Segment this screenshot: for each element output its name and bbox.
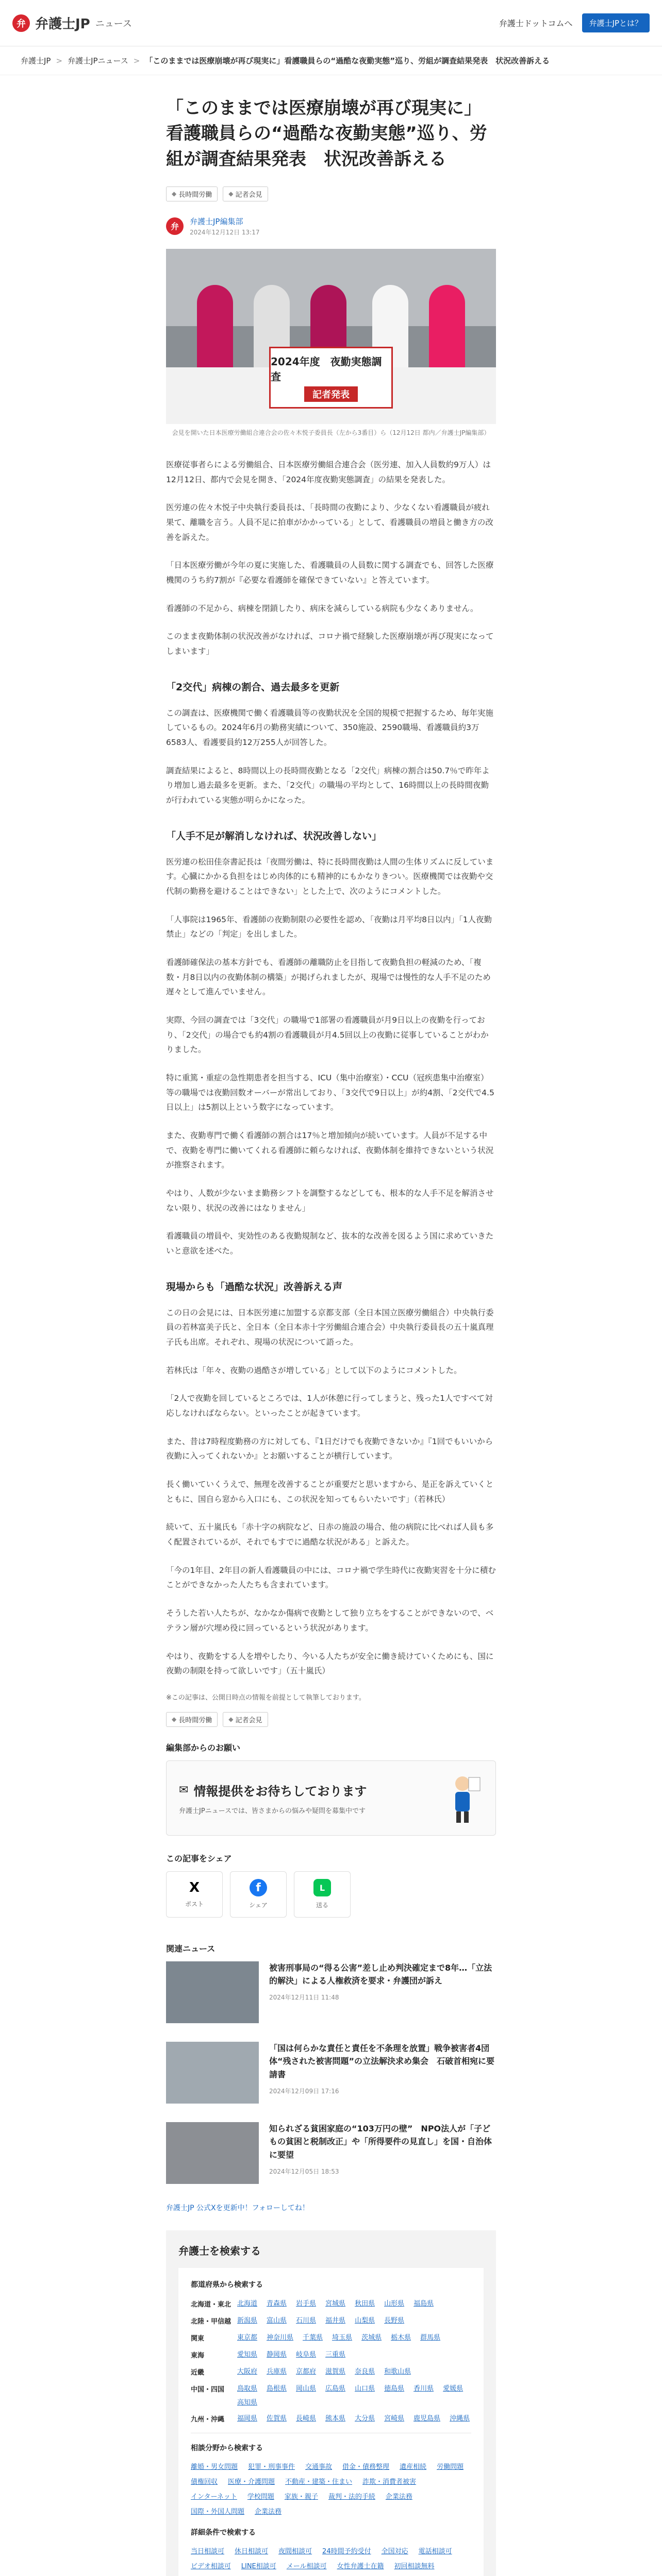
prefecture-link[interactable]: 鹿児島県 [413, 2414, 441, 2422]
related-label: 関連ニュース [166, 1943, 216, 1954]
author-block [166, 216, 496, 236]
prefecture-link[interactable]: 熊本県 [325, 2414, 346, 2422]
paragraph: 医労連の松田佳奈書記長は「夜間労働は、特に長時間夜勤は人間の生体リズムに反しています。心臓にかかる負担をはじめ肉体的にも精神的にもかなりきつい。医療機関では夜勤や交代制の勤務を避けることはできない」とした上で、次のようにコメントした。 [166, 857, 494, 896]
prefecture-links [237, 2383, 471, 2406]
related-title: 「国は何らかな責任と責任を不条理を放置」戦争被害者4団体“残された被害問題”の立法解決求め集会 石破首相宛に要請書 [269, 2043, 495, 2080]
field-link[interactable]: 犯罪・刑事事件 [248, 2463, 295, 2471]
region-row [191, 2332, 471, 2343]
photo-person [429, 285, 465, 372]
prefecture-link[interactable]: 富山県 [267, 2316, 287, 2325]
site-logo[interactable] [12, 13, 132, 32]
prefecture-link[interactable]: 宮崎県 [384, 2414, 405, 2422]
paragraph: 特に重篤・重症の急性期患者を担当する、ICU（集中治療室）・CCU（冠疾患集中治療室）等の職場では夜勤回数オーバーが常出しており、「3交代で9日以上」が約4割、「2交代で4.5日以上」は5割以上という数字になっています。 [166, 1073, 494, 1112]
related-thumbnail [166, 2042, 259, 2104]
share-x-label: ポスト [185, 1901, 204, 1908]
prefecture-link[interactable]: 群馬県 [420, 2333, 441, 2342]
header-external-link[interactable]: 弁護士ドットコムへ [499, 19, 573, 28]
prefecture-link[interactable]: 茨城県 [361, 2333, 382, 2342]
photo-person [197, 285, 233, 372]
detail-link[interactable]: 休日相談可 [235, 2547, 269, 2555]
prefecture-link[interactable]: 宮城県 [325, 2299, 346, 2308]
prefecture-link[interactable]: 岩手県 [296, 2299, 317, 2308]
detail-link[interactable]: ビデオ相談可 [191, 2562, 231, 2570]
prefecture-link[interactable]: 福井県 [325, 2316, 346, 2325]
article-note: ※この記事は、公開日時点の情報を前提として執筆しております。 [166, 1693, 366, 1702]
prefecture-links [237, 2315, 471, 2326]
prefecture-link[interactable]: 千葉県 [303, 2333, 323, 2342]
line-icon: L [313, 1879, 331, 1896]
tag-link[interactable] [166, 1712, 218, 1727]
detail-link[interactable]: 夜間相談可 [278, 2547, 312, 2555]
prefecture-link[interactable]: 東京都 [237, 2333, 258, 2342]
prefecture-link[interactable]: 福島県 [413, 2299, 434, 2308]
logo-mark-icon: 弁 [12, 14, 30, 32]
paragraph: 調査結果によると、8時間以上の長時間夜勤となる「2交代」病棟の割合は50.7％で昨年より増加し過去最多を更新。また、「2交代」の職場の平均として、16時間以上の長時間夜勤が行われている実態が明らかになった。 [166, 766, 490, 805]
prefecture-links [237, 2298, 471, 2309]
region-name: 北海道・東北 [191, 2300, 231, 2309]
info-request-banner[interactable] [166, 1760, 496, 1836]
field-link[interactable]: 不動産・建築・住まい [285, 2478, 353, 2486]
prefecture-link[interactable]: 滋賀県 [325, 2367, 346, 2376]
logo-text: 弁護士JP [35, 16, 90, 32]
related-date: 2024年12月11日 11:48 [269, 1994, 339, 2002]
field-link[interactable]: 労働問題 [437, 2463, 464, 2471]
paragraph: また、昔は7時程度勤務の方に対しても、『1日だけでも夜勤でき​ないか』『1回でもいいから夜勤に入ってくれないか』とお願いすることが横行しています。 [166, 1436, 493, 1461]
related-title: 被害刑事局の“得る公害”差し止め判決確定まで8年…「立法的解決」による人権救済を要求・弁護団が訴え [269, 1962, 492, 1986]
prefecture-links [237, 2413, 471, 2424]
prefecture-link[interactable]: 青森県 [267, 2299, 287, 2308]
prefecture-links [237, 2349, 471, 2360]
article-main [166, 75, 496, 2576]
article-body-3 [166, 855, 496, 1259]
detail-list [191, 2546, 471, 2570]
prefecture-link[interactable]: 佐賀県 [267, 2414, 287, 2422]
photo-banner-main: 2024年度 夜勤実態調査 [271, 355, 382, 383]
field-label: 相談分野から検索する [191, 2444, 263, 2452]
region-list [191, 2298, 471, 2424]
paragraph: 「今の1年目、2年目の新人看護職員の中には、コロナ禍で学生時代に夜勤実習を十分に積むことができなかった人たちも含まれています。 [166, 1565, 496, 1590]
related-title: 知られざる貧困家庭の“103万円の壁” NPO法人が「子どもの貧困と税制改正」や「所得要件の見直し」を国・自治体に要望 [269, 2123, 492, 2160]
detail-link[interactable]: 初回相談無料 [394, 2562, 435, 2570]
photo-banner-sub: 記者発表 [304, 386, 358, 402]
region-row [191, 2413, 471, 2424]
photo-caption: 会見を開いた日本医療労働組合連合会の佐々木悦子委員長（左から3番目）ら（12月12日 都内／弁護士JP編集部） [172, 429, 490, 436]
related-thumbnail [166, 2122, 259, 2184]
paragraph: このまま夜勤体制の状況改善がなければ、コロナ禍で経験した医療崩壊が再び現実になってしまいます」 [166, 632, 494, 656]
detail-link[interactable]: 電話相談可 [418, 2547, 452, 2555]
share-buttons [166, 1871, 496, 1918]
prefecture-link[interactable]: 岐阜県 [296, 2350, 317, 2359]
paragraph: 「日本医療労働が今年の夏に実施した、看護職員の人員数に関する調査でも、回答した医療機関のうち約7割が『必要な看護師を確保できていない』と答えています。 [166, 561, 494, 585]
field-list [191, 2461, 471, 2516]
region-label: 都道府県から検索する [191, 2280, 263, 2289]
paragraph: そうした若い人たちが、なかなか傷病で夜勤として独り立ちをすることができないので、ベテラン層が穴埋め役に回っているという状況があります。 [166, 1608, 494, 1633]
detail-label: 詳細条件で検索する [191, 2528, 256, 2537]
prefecture-link[interactable]: 新潟県 [237, 2316, 258, 2325]
tag-label: 記者会見 [235, 191, 262, 199]
prefecture-links [237, 2332, 471, 2343]
prefecture-link[interactable]: 長崎県 [296, 2414, 317, 2422]
x-icon: X [189, 1880, 200, 1896]
region-name: 北陸・甲信越 [191, 2317, 231, 2326]
field-link[interactable]: 裁判・法的手続 [328, 2493, 375, 2501]
paragraph: 若林氏は「年々、夜勤の過酷さが増している」として以下のようにコメントした。 [166, 1365, 462, 1375]
prefecture-link[interactable]: 福岡県 [237, 2414, 258, 2422]
field-link[interactable]: 離婚・男女問題 [191, 2463, 238, 2471]
person-illustration-icon [442, 1772, 483, 1824]
breadcrumb-news[interactable]: 弁護士JPニュース [68, 56, 128, 65]
info-title [179, 1781, 367, 1799]
prefecture-link[interactable]: 栃木県 [391, 2333, 411, 2342]
tag-icon: ◆ [228, 1716, 234, 1723]
region-name: 中国・四国 [191, 2385, 225, 2394]
prefecture-link[interactable]: 島根県 [267, 2384, 287, 2393]
field-link[interactable]: 借金・債務整理 [342, 2463, 390, 2471]
prefecture-link[interactable]: 愛媛県 [443, 2384, 464, 2393]
lawyer-search [166, 2230, 496, 2576]
region-row [191, 2349, 471, 2360]
share-facebook-button[interactable] [230, 1871, 287, 1918]
share-line-label: 送る [316, 1902, 328, 1909]
prefecture-link[interactable]: 徳島県 [384, 2384, 405, 2393]
info-title-text: 情報提供をお待ちしております [193, 1784, 367, 1799]
search-title: 弁護士を検索する [178, 2244, 261, 2257]
section-heading: 「2交代」病棟の割合、過去最多を更新 [166, 681, 340, 693]
prefecture-link[interactable]: 山梨県 [355, 2316, 375, 2325]
related-news-item[interactable] [166, 1961, 496, 2023]
field-link[interactable]: 学校問題 [247, 2493, 274, 2501]
prefecture-link[interactable]: 山口県 [355, 2384, 375, 2393]
share-facebook-label: シェア [249, 1902, 268, 1909]
header-about-button[interactable]: 弁護士JPとは？ [582, 13, 650, 32]
tag-icon: ◆ [228, 190, 234, 198]
author-name[interactable]: 弁護士JP編集部 [190, 216, 243, 226]
region-row [191, 2315, 471, 2326]
section-heading: 「人手不足が解消しなければ、状況改善しない」 [166, 830, 382, 842]
share-line-button[interactable] [294, 1871, 351, 1918]
tag-label: 長時間労働 [178, 1716, 212, 1724]
tag-label: 記者会見 [235, 1716, 262, 1724]
prefecture-link[interactable]: 大阪府 [237, 2367, 258, 2376]
tag-link[interactable] [223, 187, 268, 201]
related-news-item[interactable] [166, 2122, 496, 2184]
x-follow-link[interactable]: 弁護士JP 公式Xを更新中！フォローしてね！ [166, 2204, 309, 2212]
paragraph: やはり、夜勤をする人を増やしたり、今いる人たちが安全に働き続けていくためにも、国に夜勤の制限を持って欲しいです」（五十嵐氏） [166, 1651, 494, 1676]
prefecture-link[interactable]: 愛知県 [237, 2350, 258, 2359]
article-photo [166, 249, 496, 424]
prefecture-link[interactable]: 秋田県 [355, 2299, 375, 2308]
region-name: 九州・沖縄 [191, 2415, 225, 2424]
prefecture-link[interactable]: 埼玉県 [332, 2333, 353, 2342]
paragraph: 長く働いていくうえで、無理を改善することが重要だと思いますから、是正を訴えていくとともに、国自ら窓から入口にも、この状況を知ってもらいたいです」（若林氏） [166, 1480, 494, 1504]
logo-sub: ニュース [95, 18, 132, 29]
prefecture-link[interactable]: 山形県 [384, 2299, 405, 2308]
breadcrumb [0, 46, 662, 75]
paragraph: 実際、今回の調査では「3交代」の職場で1部署の看護職員が月9日以上の夜勤を行っており、「2交代」の場合でも約4割の看護職員が月4.5回以上の夜勤に従事していることがわかりました。 [166, 1015, 489, 1055]
prefecture-link[interactable]: 三重県 [325, 2350, 346, 2359]
article-body-1 [166, 457, 496, 659]
paragraph: 看護師確保法の基本方針でも、看護師の離職防止を目指して夜勤負担の軽減のため、「複数・月8日以内の夜勤体制の構築」が掲げられましたが、現場では慢性的な人手不足のため遅々として進んでいません。 [166, 958, 491, 997]
region-row [191, 2298, 471, 2309]
author-avatar: 弁 [166, 217, 184, 235]
paragraph: 「2人で夜勤を回しているところでは、1人が休憩に行ってしまうと、残った1人ですべて対応しなければならない。といったことが起きています。 [166, 1394, 493, 1418]
breadcrumb-separator: > [56, 56, 63, 65]
paragraph: 看護師の不足から、病棟を閉鎖したり、病床を減らしている病院も少なくありません。 [166, 603, 478, 613]
prefecture-link[interactable]: 兵庫県 [267, 2367, 287, 2376]
prefecture-link[interactable]: 静岡県 [267, 2350, 287, 2359]
paragraph: 続いて、五十嵐氏も「赤十字の病院など、日赤の施設の場合、他の病院に比べれば人員も多く配置されているが、それでもすでに過酷な状況がある」と訴えた。 [166, 1522, 494, 1547]
paragraph: 「人事院は1965年、看護師の夜勤制限の必要性を認め、「夜勤は月平均8日以内」「1人夜勤禁止」などの「判定」を出しました。 [166, 914, 492, 939]
paragraph: 医労連の佐々木悦子中央執行委員長は、「長時間の夜勤により、少なくない看護職員が疲れ果て、離職を言う。人員不足に拍車がかかっている」として、看護職員の増員と働き方の改善を訴えた。 [166, 503, 493, 542]
field-link[interactable]: インターネット [191, 2493, 237, 2501]
article-body-2 [166, 706, 496, 808]
region-row [191, 2383, 471, 2406]
field-link[interactable]: 交通事故 [305, 2463, 333, 2471]
facebook-icon: f [250, 1879, 267, 1896]
paragraph: 看護職員の増員や、実効性のある夜勤規制など、抜本的な改善を図るよう国に求めていきたいと意欲を述べた。 [166, 1231, 494, 1256]
mail-icon: ✉ [179, 1783, 189, 1797]
field-link[interactable]: 詐欺・消費者被害 [362, 2478, 417, 2486]
prefecture-link[interactable]: 高知県 [237, 2398, 258, 2406]
header-actions [499, 13, 650, 32]
prefecture-links [237, 2366, 471, 2377]
field-link[interactable]: 遺産相続 [400, 2463, 427, 2471]
prefecture-link[interactable]: 神奈川県 [267, 2333, 294, 2342]
prefecture-link[interactable]: 大分県 [355, 2414, 375, 2422]
share-x-button[interactable] [166, 1871, 223, 1918]
article-title: 「このままでは医療崩壊が再び現実に」看護職員らの“過酷な夜勤実態”巡り、労組が調査結果発表 状況改善訴える [166, 98, 487, 170]
tag-link[interactable] [166, 187, 218, 201]
region-name: 東海 [191, 2351, 205, 2360]
region-name: 近畿 [191, 2368, 205, 2377]
section-heading: 現場からも「過酷な状況」改善訴える声 [166, 1281, 343, 1293]
detail-link[interactable]: 全国対応 [381, 2547, 408, 2555]
detail-link[interactable]: メール相談可 [286, 2562, 327, 2570]
detail-link[interactable]: 当日相談可 [191, 2547, 225, 2555]
prefecture-link[interactable]: 石川県 [296, 2316, 317, 2325]
editorial-label: 編集部からのお願い [166, 1742, 241, 1753]
share-label: この記事をシェア [166, 1853, 232, 1863]
field-link[interactable]: 国際・外国人問題 [191, 2507, 245, 2516]
field-link[interactable]: 医療・介護問題 [228, 2478, 275, 2486]
prefecture-link[interactable]: 奈良県 [355, 2367, 375, 2376]
tag-icon: ◆ [172, 190, 177, 198]
detail-link[interactable]: 女性弁護士在籍 [337, 2562, 384, 2570]
article-tags-bottom [166, 1712, 496, 1727]
detail-link[interactable]: 24時間予約受付 [322, 2547, 371, 2555]
detail-link[interactable]: LINE相談可 [241, 2562, 276, 2570]
prefecture-link[interactable]: 広島県 [325, 2384, 346, 2393]
related-news-item[interactable] [166, 2042, 496, 2104]
paragraph: 医療従事者らによる労働組合、日本医療労働組合連合会（医労連、加入人員数約9万人）は12月12日、都内で会見を開き、「2024年度夜勤実態調査」の結果を発表した。 [166, 460, 491, 484]
related-date: 2024年12月05日 18:53 [269, 2167, 339, 2175]
breadcrumb-current: 「このままでは医療崩壊が再び現実に」看護職員らの“過酷な夜勤実態”巡り、労組が調査結果発表 状況改善訴える [145, 56, 550, 65]
breadcrumb-home[interactable]: 弁護士JP [21, 56, 51, 65]
related-thumbnail [166, 1961, 259, 2023]
paragraph: この日の会見には、日本医労連に加盟する京都支部（全日本国立医療労働組合）中央執行委員の若林富美子氏と、全日本（全日本赤十字労働組合連合会）中央執行委員長の五十嵐真理子氏も出席。それぞれ、現場の状況について語った。 [166, 1308, 494, 1347]
paragraph: やはり、人数が少ないまま勤務シフトを調整するなどしても、根本的な人手不足を解消させない限り、状況の改善にはなりません」 [166, 1189, 494, 1213]
prefecture-link[interactable]: 長野県 [384, 2316, 405, 2325]
prefecture-link[interactable]: 沖縄県 [450, 2414, 470, 2422]
paragraph: この調査は、医療機関で働く看護職員等の夜勤状況を全国的規模で把握するため、毎年実施しているもの。2024年6月の勤務実績について、350施設、2590職場、看護職員約3万6583人、看護要員約12万255人が回答した。 [166, 708, 493, 747]
publish-date: 2024年12月12日 13:17 [190, 228, 260, 236]
region-row [191, 2366, 471, 2377]
tag-icon: ◆ [172, 1716, 177, 1723]
tag-label: 長時間労働 [178, 191, 212, 199]
field-link[interactable]: 債権回収 [191, 2478, 218, 2486]
article-tags [166, 187, 496, 201]
region-name: 関東 [191, 2334, 205, 2343]
prefecture-link[interactable]: 鳥取県 [237, 2384, 258, 2393]
photo-banner [269, 347, 393, 409]
field-link[interactable]: 企業法務 [385, 2493, 412, 2501]
info-desc: 弁護士JPニュースでは、皆さまからの悩みや疑問を募集中です [179, 1807, 366, 1815]
site-header [0, 0, 662, 46]
search-panel [178, 2268, 484, 2576]
paragraph: また、夜勤専門で働く看護師の割合は17％と増加傾向が続いています。人員が不足する中で、夜勤を専門に働いてくれる看護師に頼らなければ、夜勤体制を維持できないという状況が推察されます。 [166, 1131, 494, 1170]
breadcrumb-separator: > [133, 56, 140, 65]
prefecture-link[interactable]: 和歌山県 [384, 2367, 411, 2376]
prefecture-link[interactable]: 香川県 [413, 2384, 434, 2393]
field-link[interactable]: 企業法務 [255, 2507, 282, 2516]
prefecture-link[interactable]: 京都府 [296, 2367, 317, 2376]
prefecture-link[interactable]: 北海道 [237, 2299, 258, 2308]
tag-link[interactable] [223, 1712, 268, 1727]
field-link[interactable]: 家族・親子 [284, 2493, 318, 2501]
prefecture-link[interactable]: 岡山県 [296, 2384, 317, 2393]
related-date: 2024年12月09日 17:16 [269, 2087, 339, 2095]
article-body-4 [166, 1306, 496, 1679]
